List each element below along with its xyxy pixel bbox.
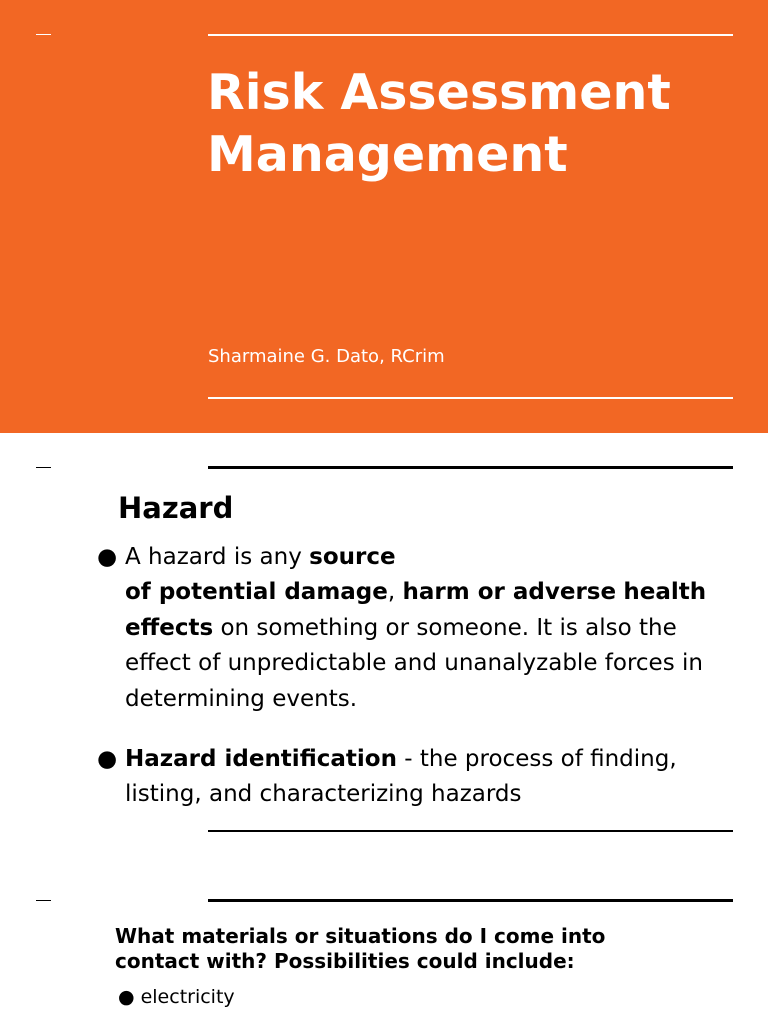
title-slide xyxy=(0,0,768,433)
bullet-text: A hazard is any xyxy=(125,544,310,570)
bullet-bold-text: of potential damage xyxy=(125,579,388,606)
bullet-icon: ● xyxy=(97,544,118,570)
hazard-sources-slide xyxy=(0,860,768,1024)
bullet-bold-text: harm or adverse xyxy=(402,579,617,606)
question-text: What materials or situations do I come into contact with? Possibilities could include: xyxy=(115,924,606,973)
hazard-slide xyxy=(0,433,768,860)
bullet-bold-text: health effects xyxy=(125,579,707,641)
bullet-bold-text: Hazard identification xyxy=(125,746,397,773)
title-line-2: Management xyxy=(207,126,568,183)
list-item xyxy=(97,540,717,717)
list-item-label: electricity xyxy=(140,986,235,1008)
top-divider xyxy=(208,899,733,902)
bullet-icon: ● xyxy=(118,986,135,1008)
bullet-list xyxy=(97,540,717,813)
bullet-icon: ● xyxy=(97,746,118,773)
list-item xyxy=(118,986,235,1008)
bullet-text: , xyxy=(387,579,403,606)
top-divider xyxy=(208,34,733,36)
slide-marker xyxy=(36,900,51,901)
bottom-divider xyxy=(208,830,733,832)
list-item xyxy=(97,742,717,813)
slide-title xyxy=(207,62,747,186)
bullet-bold-text: source xyxy=(309,544,396,570)
top-divider xyxy=(208,466,733,469)
title-line-1: Risk Assessment xyxy=(207,64,671,121)
bullet-text: on something or someone. It is also the effect of unpredictable and unanalyzable forces in determining events. xyxy=(125,614,703,712)
slide-marker xyxy=(36,467,51,468)
slide-heading: Hazard xyxy=(118,491,234,525)
author-subtitle: Sharmaine G. Dato, RCrim xyxy=(208,346,445,367)
slide-marker xyxy=(36,34,51,35)
bottom-divider xyxy=(208,397,733,399)
bullet-text: - the process of finding, listing, and characterizing hazards xyxy=(125,746,677,808)
